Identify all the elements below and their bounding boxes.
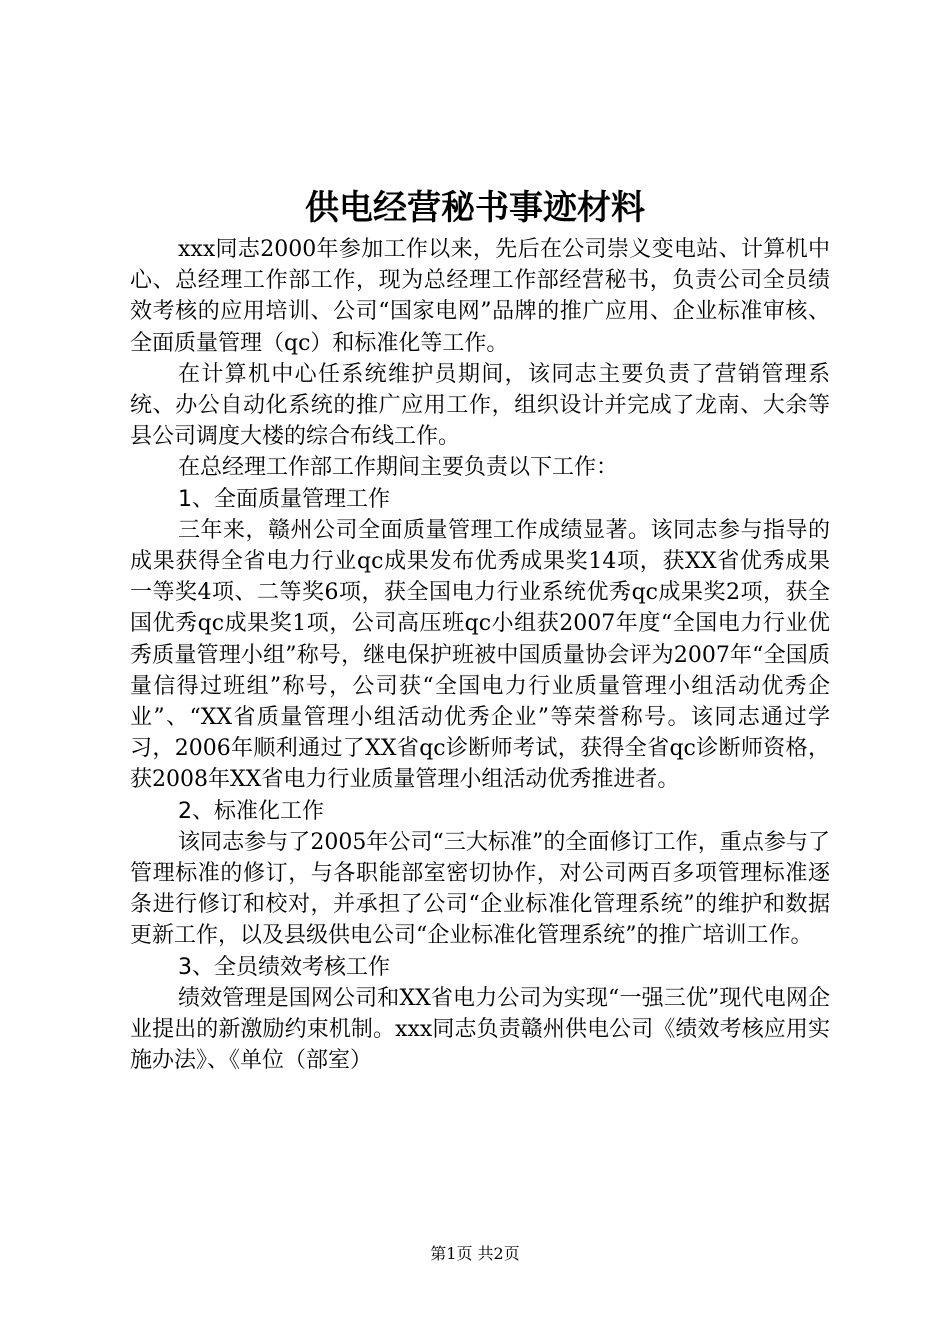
section-heading-standardization: 2、标准化工作 [178, 798, 324, 824]
quality-management-paragraph: 三年来，赣州公司全面质量管理工作成绩显著。该同志参与指导的成果获得全省电力行业qc成果发布优秀成果奖14项，获XX省优秀成果一等奖4项、二等奖6项，获全国电力行业系统优秀qc成果奖2项，获全国优秀qc成果奖1项，公司高压班qc小组获2007年度“全国电力行业优秀质量管理小组”称号，继电保护班被中国质量协会评为2007年“全国质量信得过班组”称号，公司获“全国电力行业质量管理小组活动优秀企业”、“XX省质量管理小组活动优秀企业”等荣誉称号。该同志通过学习，2006年顺利通过了XX省qc诊断师考试，获得全省qc诊断师资格，获2008年XX省电力行业质量管理小组活动优秀推进者。 [130, 517, 830, 793]
intro-paragraph: xxx同志2000年参加工作以来，先后在公司崇义变电站、计算机中心、总经理工作部工作，现为总经理工作部经营秘书，负责公司全员绩效考核的应用培训、公司“国家电网”品牌的推广应用、企业标准审核、全面质量管理（qc）和标准化等工作。 [130, 237, 830, 356]
document-title: 供电经营秘书事迹材料 [305, 188, 645, 228]
document-body [130, 234, 830, 1076]
computer-center-paragraph: 在计算机中心任系统维护员期间，该同志主要负责了营销管理系统、办公自动化系统的推广应用工作，组织设计并完成了龙南、大余等县公司调度大楼的综合布线工作。 [130, 361, 830, 450]
section-heading-performance-assessment: 3、全员绩效考核工作 [178, 954, 390, 980]
standardization-paragraph: 该同志参与了2005年公司“三大标准”的全面修订工作，重点参与了管理标准的修订，与各职能部室密切协作，对公司两百多项管理标准逐条进行修订和校对，并承担了公司“企业标准化管理系统”的维护和数据更新工作，以及县级供电公司“企业标准化管理系统”的推广培训工作。 [130, 829, 831, 949]
duties-intro-paragraph: 在总经理工作部工作期间主要负责以下工作： [178, 455, 619, 481]
section-heading-quality-management: 1、全面质量管理工作 [178, 486, 390, 512]
performance-assessment-paragraph: 绩效管理是国网公司和XX省电力公司为实现“一强三优”现代电网企业提出的新激励约束机制。xxx同志负责赣州供电公司《绩效考核应用实施办法》、《单位（部室） [130, 985, 830, 1074]
page-number-footer: 第1页 共2页 [430, 1244, 520, 1263]
